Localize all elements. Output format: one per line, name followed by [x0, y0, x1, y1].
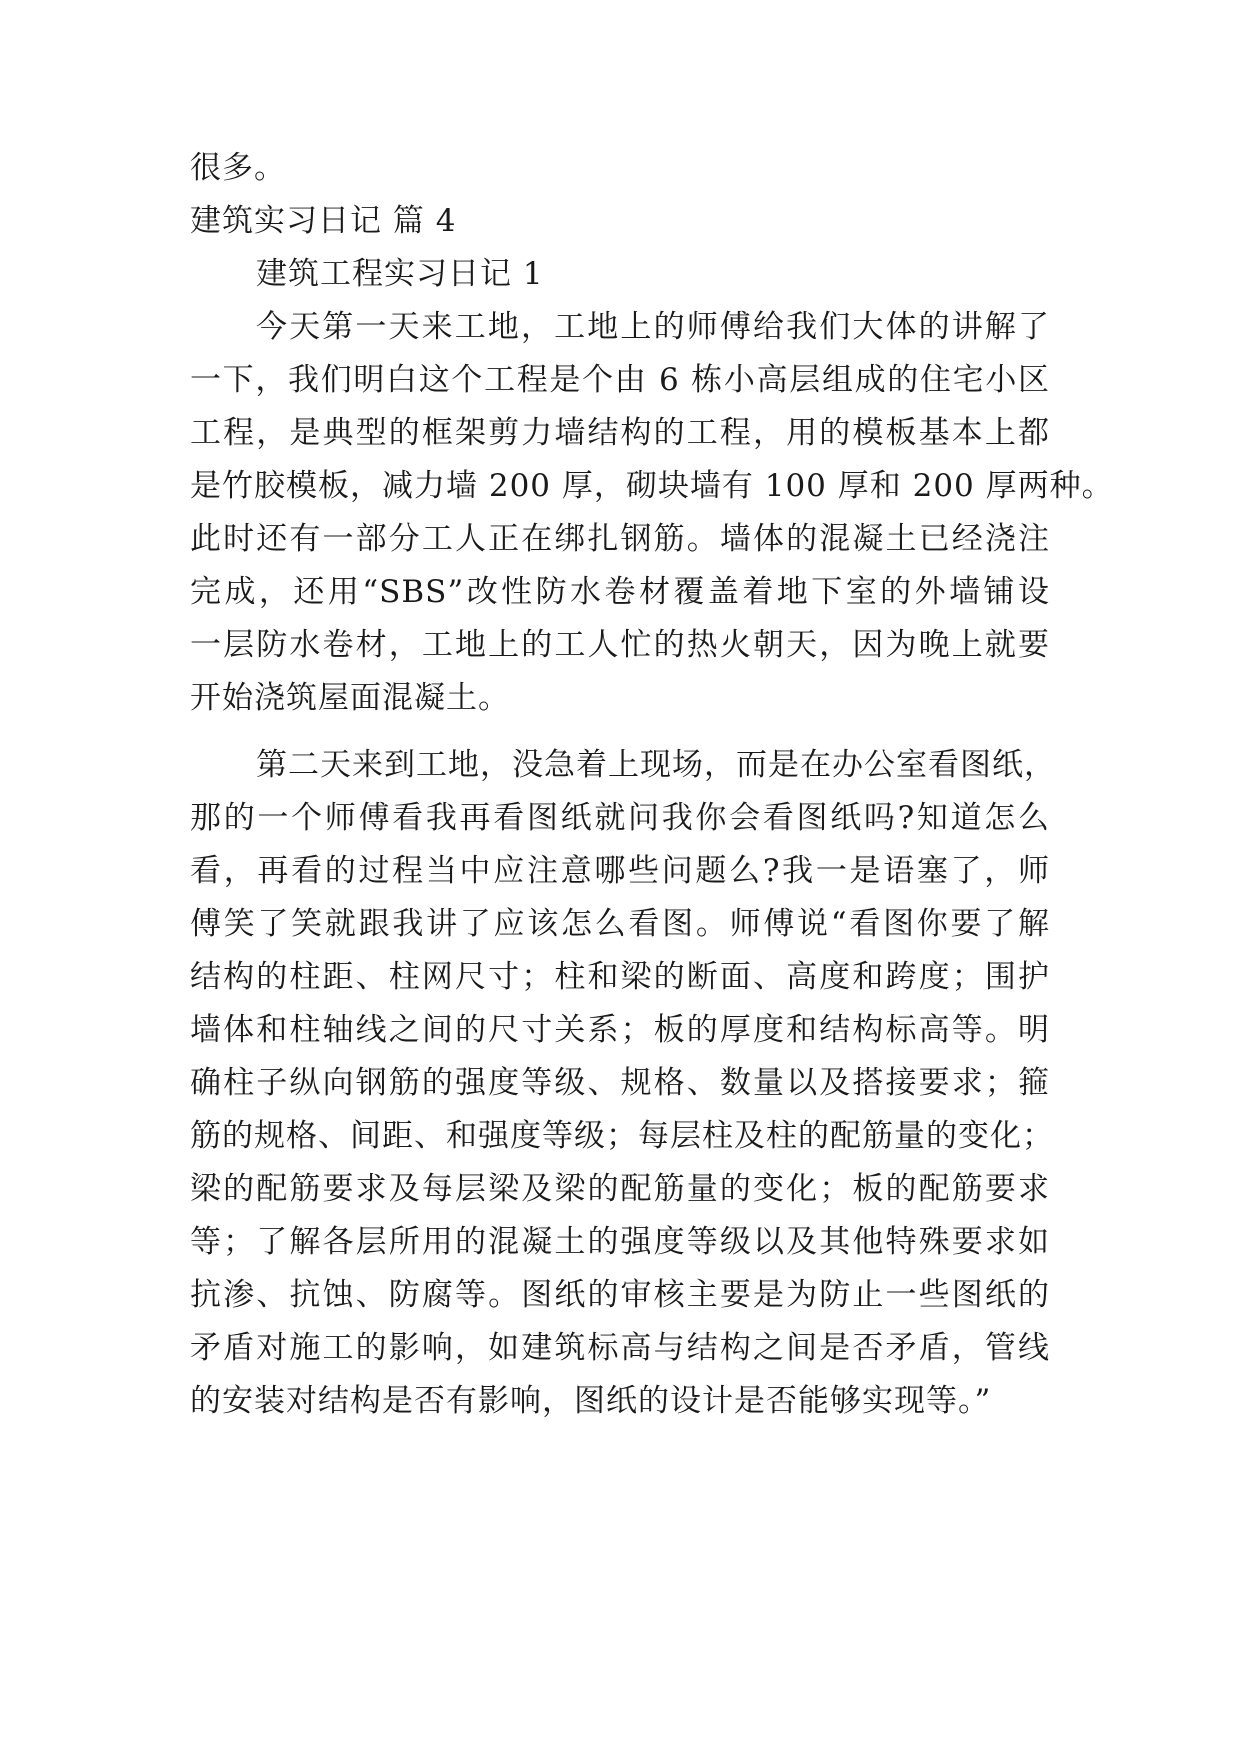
- text-line: 一下，我们明白这个工程是个由 6 栋小高层组成的住宅小区: [190, 362, 1050, 398]
- text-line: 筋的规格、间距、和强度等级；每层柱及柱的配筋量的变化；: [190, 1118, 1054, 1154]
- text-line: 的安装对结构是否有影响，图纸的设计是否能够实现等。”: [190, 1383, 992, 1419]
- text-line: 墙体和柱轴线之间的尺寸关系；板的厚度和结构标高等。明: [190, 1012, 1050, 1048]
- text-line: 抗渗、抗蚀、防腐等。图纸的审核主要是为防止一些图纸的: [190, 1277, 1050, 1313]
- text-line: 完成，还用“SBS”改性防水卷材覆盖着地下室的外墙铺设: [190, 574, 1050, 610]
- text-line: 矛盾对施工的影响，如建筑标高与结构之间是否矛盾，管线: [190, 1330, 1050, 1366]
- section-heading: 建筑实习日记 篇 4: [190, 203, 457, 239]
- text-line: 梁的配筋要求及每层梁及梁的配筋量的变化；板的配筋要求: [190, 1171, 1050, 1207]
- text-line: 第二天来到工地，没急着上现场，而是在办公室看图纸，: [256, 747, 1056, 783]
- text-line: 看，再看的过程当中应注意哪些问题么?我一是语塞了，师: [190, 853, 1050, 889]
- text-line: 此时还有一部分工人正在绑扎钢筋。墙体的混凝土已经浇注: [190, 521, 1050, 557]
- diary-title: 建筑工程实习日记 1: [256, 256, 544, 292]
- text-line: 那的一个师傅看我再看图纸就问我你会看图纸吗?知道怎么: [190, 800, 1050, 836]
- text-line: 结构的柱距、柱网尺寸；柱和梁的断面、高度和跨度；围护: [190, 959, 1050, 995]
- text-line: 傅笑了笑就跟我讲了应该怎么看图。师傅说“看图你要了解: [190, 906, 1050, 942]
- text-line: 工程，是典型的框架剪力墙结构的工程，用的模板基本上都: [190, 415, 1050, 451]
- text-line: 等；了解各层所用的混凝土的强度等级以及其他特殊要求如: [190, 1224, 1050, 1260]
- text-line: 今天第一天来工地，工地上的师傅给我们大体的讲解了: [256, 309, 1050, 345]
- text-line: 很多。: [190, 150, 286, 186]
- text-line: 确柱子纵向钢筋的强度等级、规格、数量以及搭接要求；箍: [190, 1065, 1050, 1101]
- text-line: 开始浇筑屋面混凝土。: [190, 680, 510, 716]
- text-line: 是竹胶模板，减力墙 200 厚，砌块墙有 100 厚和 200 厚两种。: [190, 468, 1114, 504]
- text-line: 一层防水卷材，工地上的工人忙的热火朝天，因为晚上就要: [190, 627, 1050, 663]
